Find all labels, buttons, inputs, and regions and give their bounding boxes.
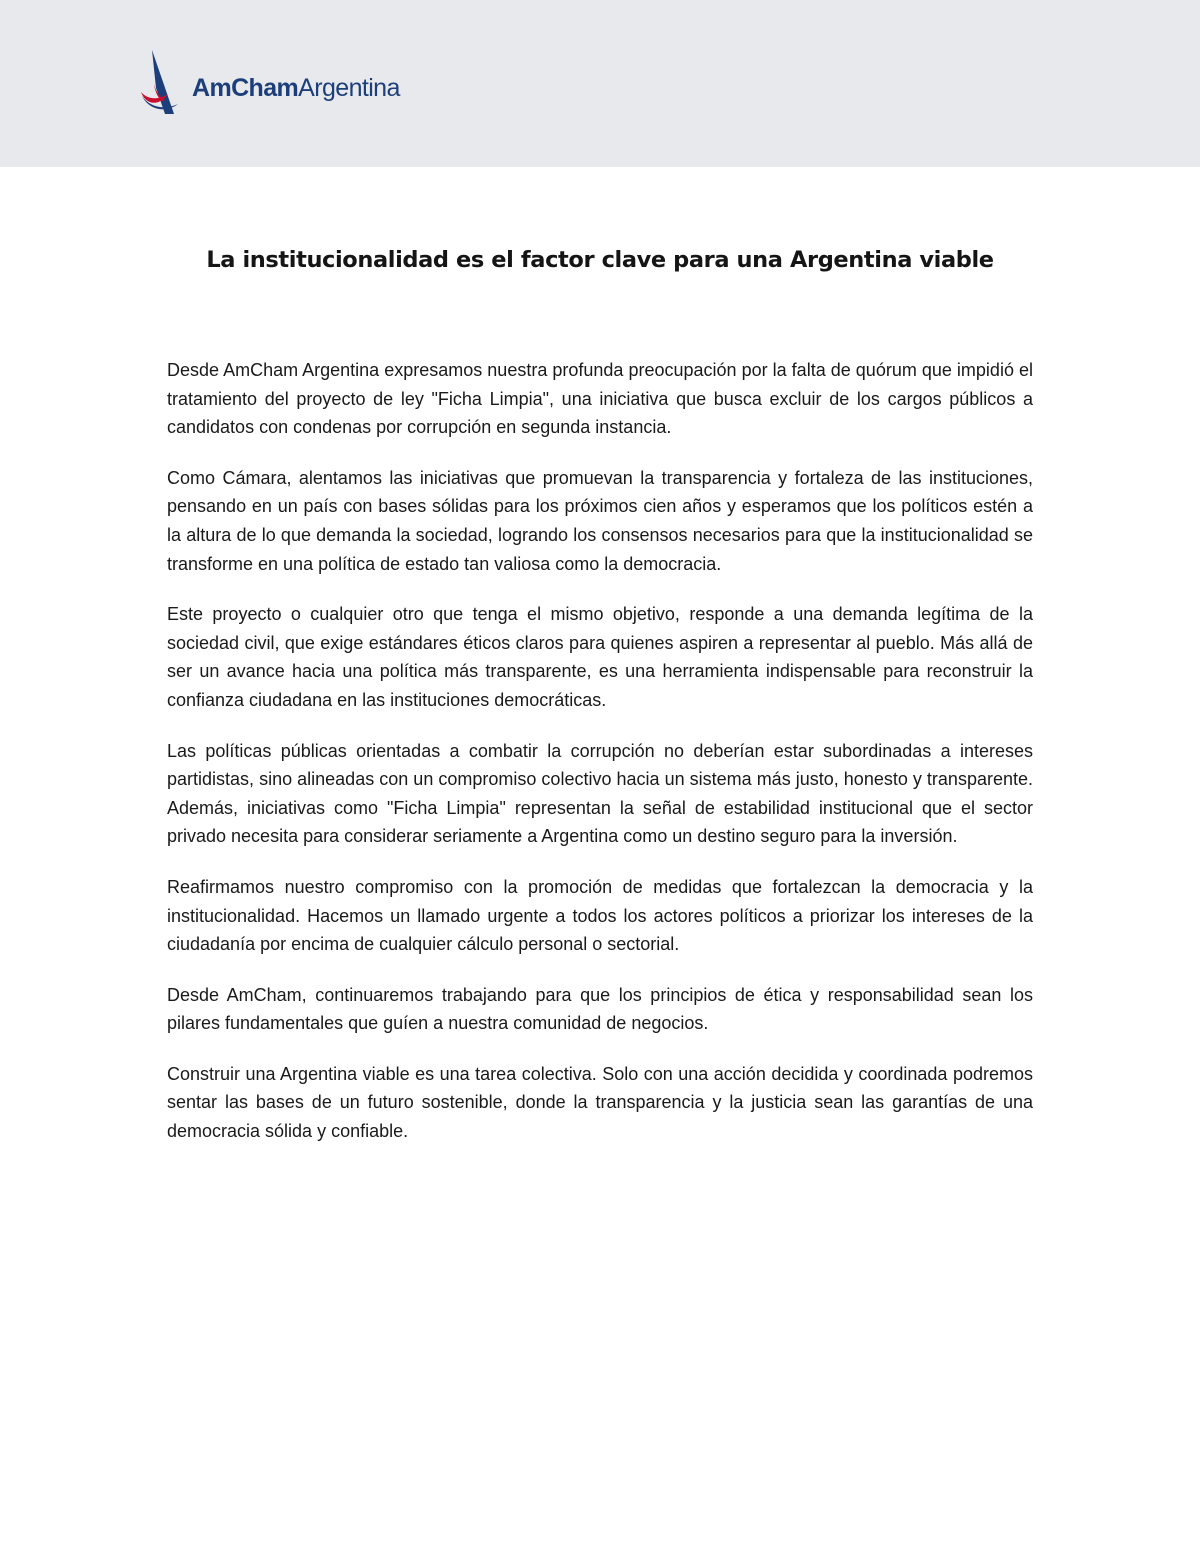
paragraph: Desde AmCham, continuaremos trabajando para que los principios de ética y responsabilidad sean los pilares fundamentales que guíen a nuestra comunidad de negocios. bbox=[167, 984, 1033, 1034]
paragraph: Como Cámara, alentamos las iniciativas que promuevan la transparencia y fortaleza de las instituciones, pensando en un país con bases sólidas para los próximos cien años y esperamos que los políticos estén a la altura de lo que demanda la sociedad, logrando los consensos necesarios para que la institucionalidad se transforme en una política de estado tan valiosa como la democracia. bbox=[167, 467, 1033, 574]
paragraph: Desde AmCham Argentina expresamos nuestra profunda preocupación por la falta de quórum que impidió el tratamiento del proyecto de ley "Ficha Limpia", una iniciativa que busca excluir de los cargos públicos a candidatos con condenas por corrupción en segunda instancia. bbox=[167, 360, 1033, 438]
document-body bbox=[167, 356, 1033, 1168]
sail-logo-icon bbox=[138, 48, 190, 116]
paragraph: Construir una Argentina viable es una tarea colectiva. Solo con una acción decidida y coordinada podremos sentar las bases de un futuro sostenible, donde la transparencia y la justicia sean las garantías de una democracia sólida y confiable. bbox=[167, 1063, 1033, 1142]
document-title: La institucionalidad es el factor clave para una Argentina viable bbox=[206, 247, 994, 273]
paragraph: Las políticas públicas orientadas a combatir la corrupción no deberían estar subordinadas a intereses partidistas, sino alineadas con un compromiso colectivo hacia un sistema más justo, honesto y transparente. Además, iniciativas como "Ficha Limpia" representan la señal de estabilidad institucional que el sector privado necesita para considerar seriamente a Argentina como un destino seguro para la inversión. bbox=[167, 740, 1033, 847]
logo-brand-bold: AmCham bbox=[192, 73, 299, 102]
page-header bbox=[0, 0, 1200, 167]
logo-wordmark bbox=[192, 73, 400, 102]
logo-brand-light: Argentina bbox=[298, 73, 400, 102]
amcham-argentina-logo bbox=[138, 48, 400, 116]
paragraph: Este proyecto o cualquier otro que tenga el mismo objetivo, responde a una demanda legítima de la sociedad civil, que exige estándares éticos claros para quienes aspiren a representar al pueblo. Más allá de ser un avance hacia una política más transparente, es una herramienta indispensable para reconstruir la confianza ciudadana en las instituciones democráticas. bbox=[167, 604, 1033, 710]
paragraph: Reafirmamos nuestro compromiso con la promoción de medidas que fortalezcan la democracia y la institucionalidad. Hacemos un llamado urgente a todos los actores políticos a priorizar los intereses de la ciudadanía por encima de cualquier cálculo personal o sectorial. bbox=[167, 876, 1033, 955]
